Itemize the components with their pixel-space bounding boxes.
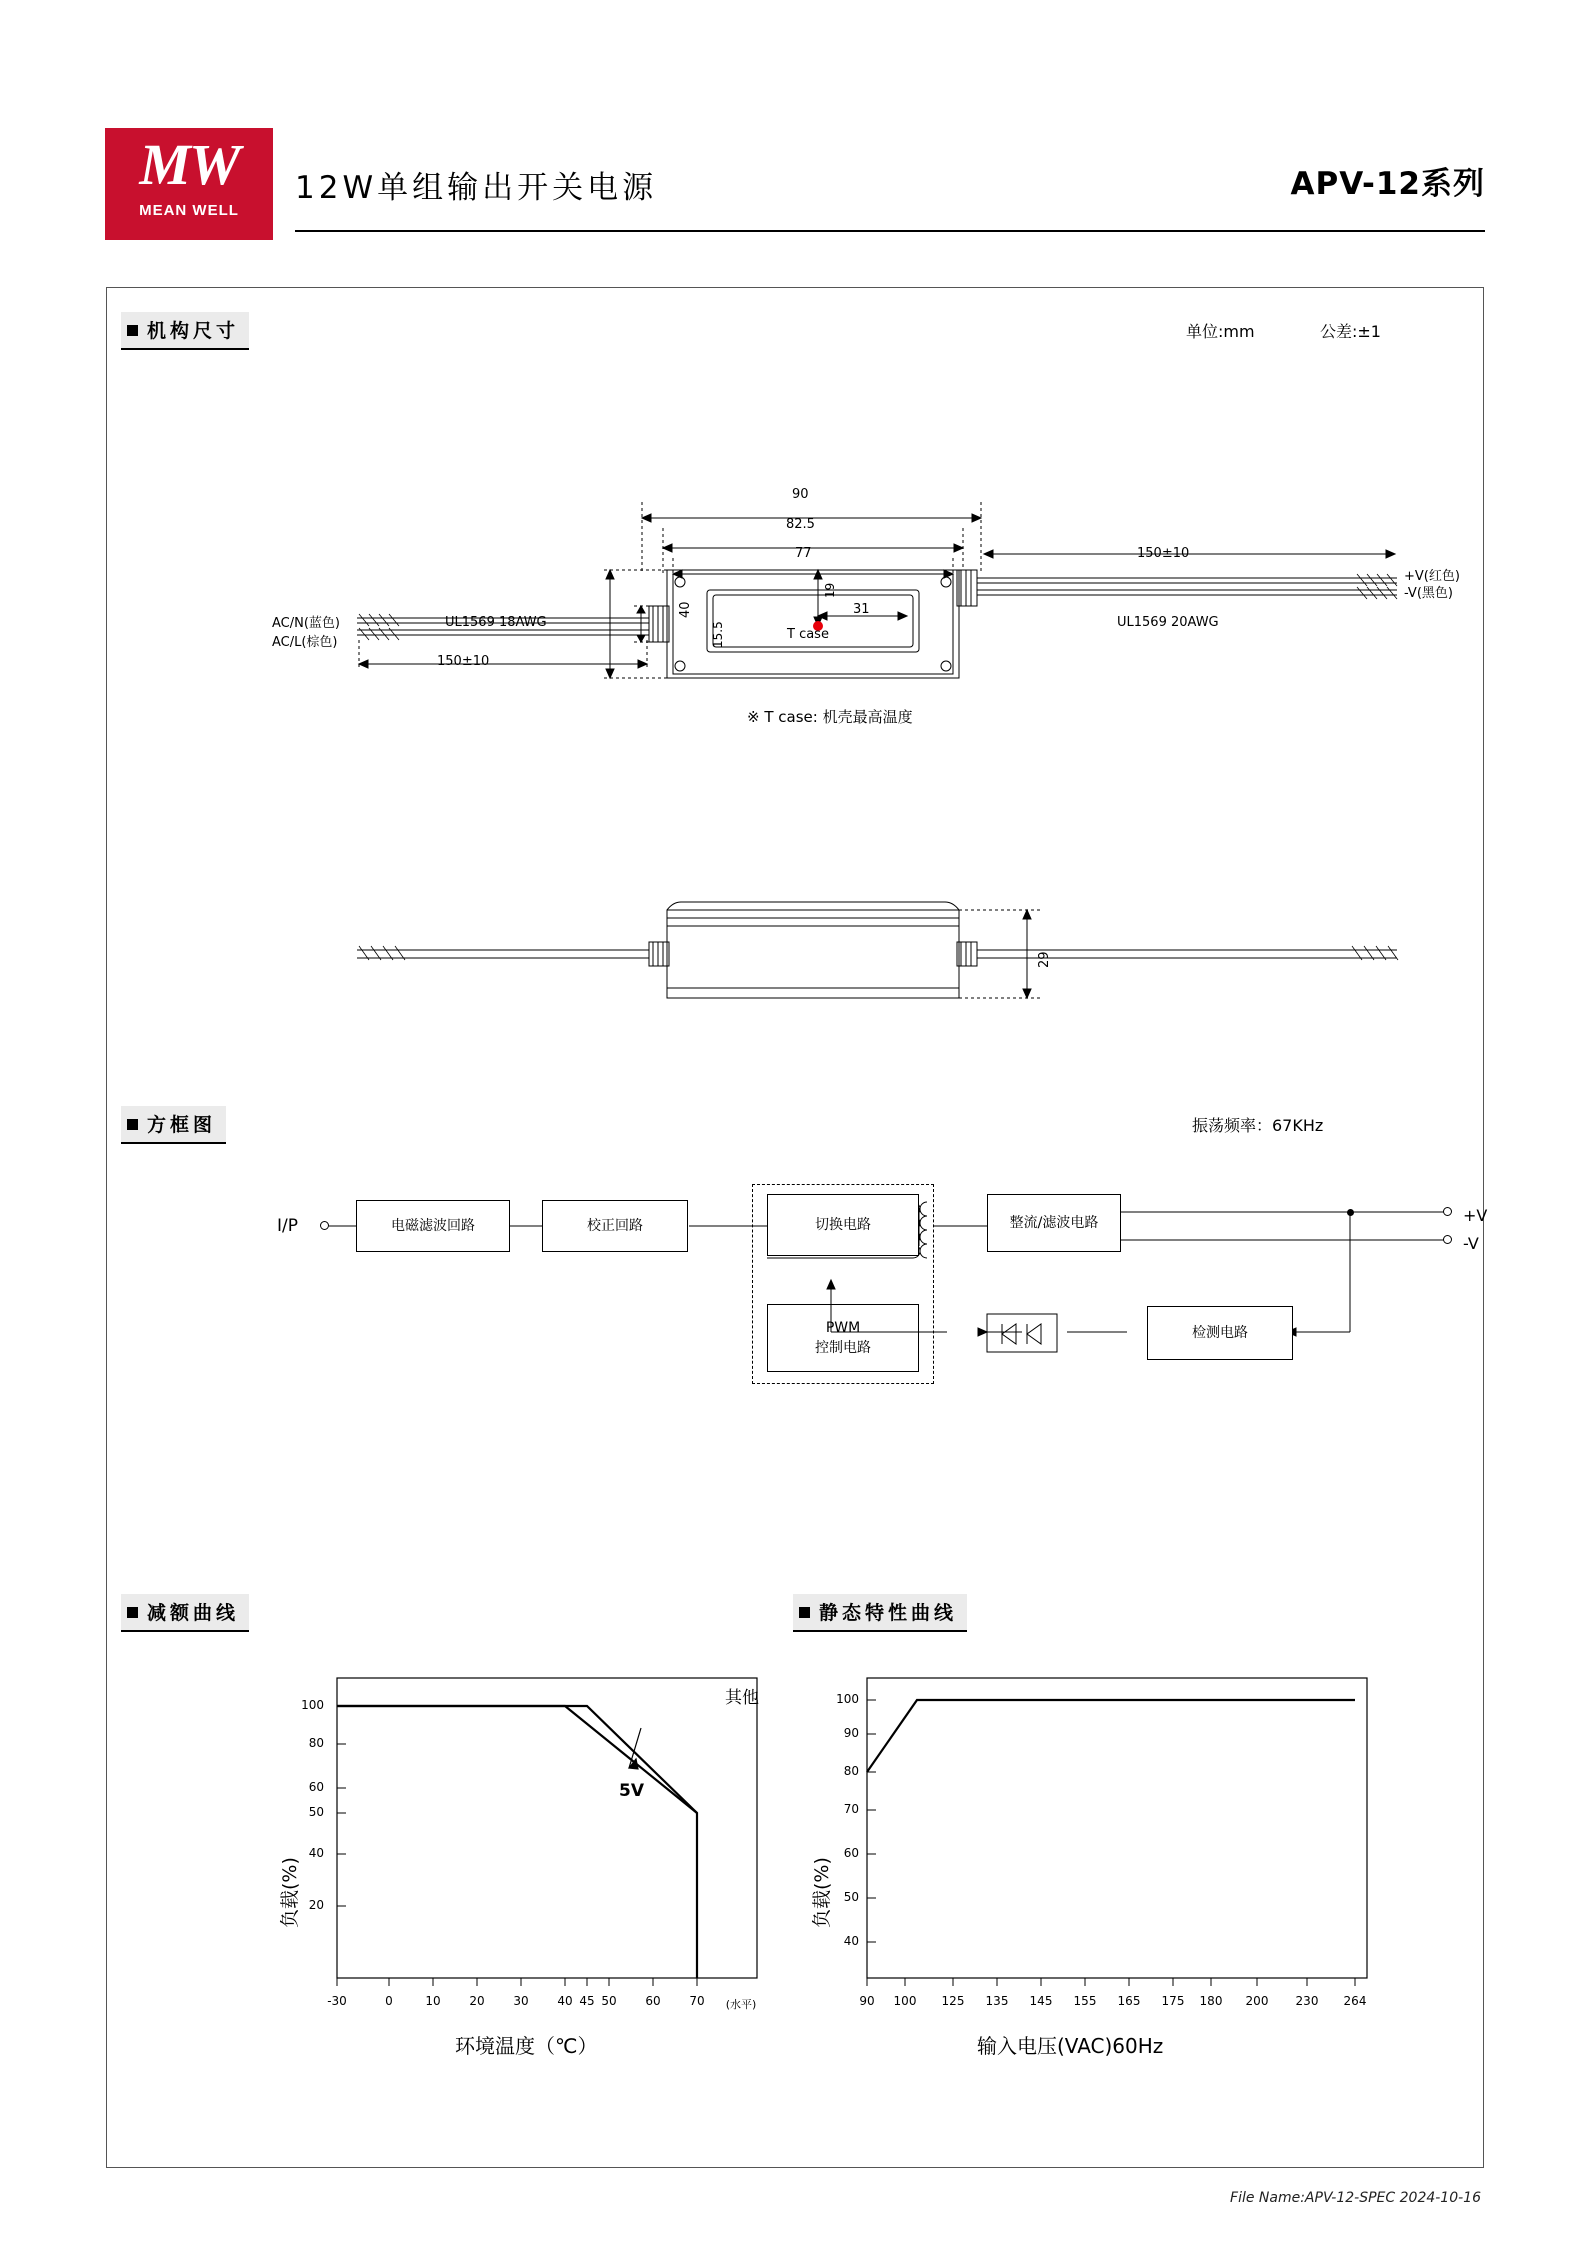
static-xtick-100: 100 <box>893 1994 917 2008</box>
derating-xtick-10: 10 <box>425 1994 441 2008</box>
lead-length-in-label: 150±10 <box>437 654 490 669</box>
dim-77-label: 77 <box>795 546 812 561</box>
v-positive-label: +V(红色) <box>1404 569 1460 584</box>
static-ytick-80: 80 <box>843 1764 859 1778</box>
derating-xtick-0: 0 <box>385 1994 393 2008</box>
section-derating-heading: 减额曲线 <box>121 1594 249 1632</box>
tcase-label: T case <box>787 627 829 642</box>
meanwell-logo <box>105 128 273 240</box>
static-ytick-100: 100 <box>836 1692 859 1706</box>
dim-15_5-label: 15.5 <box>711 621 725 648</box>
ac-n-label: AC/N(蓝色) <box>272 616 340 631</box>
block-rectifier-filter: 整流/滤波电路 <box>987 1194 1121 1252</box>
block-pfc: 校正回路 <box>542 1200 688 1252</box>
derating-annotation-5v: 5V <box>619 1781 644 1801</box>
static-xtick-200: 200 <box>1245 1994 1269 2008</box>
logo-name: MEAN WELL <box>139 202 239 219</box>
output-positive-label: +V <box>1463 1206 1488 1225</box>
derating-xtick--30: -30 <box>327 1994 347 2008</box>
wire-in-spec-label: UL1569 18AWG <box>445 615 547 630</box>
dim-31-label: 31 <box>853 602 870 617</box>
bullet-square-icon <box>127 325 138 336</box>
content-frame <box>106 287 1488 2168</box>
dim-40-label: 40 <box>678 601 693 618</box>
static-xtick-125: 125 <box>941 1994 965 2008</box>
tolerance-note: 公差:±1 <box>1320 322 1381 341</box>
section-static-heading: 静态特性曲线 <box>793 1594 967 1632</box>
bullet-square-icon <box>127 1607 138 1618</box>
page-header <box>105 128 1485 238</box>
ac-l-label: AC/L(棕色) <box>272 635 338 650</box>
v-negative-label: -V(黑色) <box>1404 586 1453 601</box>
logo-mark: MW <box>139 132 239 197</box>
page-title: 12W单组输出开关电源 <box>295 170 658 206</box>
static-x-axis-title: 输入电压(VAC)60Hz <box>977 2034 1164 2058</box>
dim-19-label: 19 <box>823 582 837 598</box>
pwm-label-line2: 控制电路 <box>815 1340 871 1356</box>
input-port-label: I/P <box>277 1216 298 1236</box>
block-switching: 切换电路 <box>767 1194 919 1256</box>
static-chart-plot <box>807 1668 1487 2028</box>
dim-29-label: 29 <box>1037 951 1052 968</box>
lead-length-out-label: 150±10 <box>1137 546 1190 561</box>
block-detection: 检测电路 <box>1147 1306 1293 1360</box>
static-y-axis-title: 负载(%) <box>811 1857 833 1928</box>
derating-xtick-50: 50 <box>601 1994 617 2008</box>
derating-xtick-20: 20 <box>469 1994 485 2008</box>
derating-xtick-70: 70 <box>689 1994 705 2008</box>
static-xtick-175: 175 <box>1161 1994 1185 2008</box>
bullet-square-icon <box>799 1607 810 1618</box>
static-ytick-90: 90 <box>843 1726 859 1740</box>
derating-ytick-50: 50 <box>308 1805 324 1819</box>
unit-note: 单位:mm <box>1186 322 1255 341</box>
derating-ytick-100: 100 <box>301 1698 324 1712</box>
static-xtick-135: 135 <box>985 1994 1009 2008</box>
series-name: APV-12系列 <box>1290 166 1485 202</box>
derating-ytick-60: 60 <box>308 1780 324 1794</box>
static-ytick-40: 40 <box>843 1934 859 1948</box>
derating-xtick-45: 45 <box>579 1994 595 2008</box>
derating-xtick-40: 40 <box>557 1994 573 2008</box>
static-xtick-180: 180 <box>1199 1994 1223 2008</box>
derating-ytick-80: 80 <box>308 1736 324 1750</box>
section-mechanical-heading: 机构尺寸 <box>121 312 249 350</box>
output-positive-terminal-icon <box>1443 1207 1452 1216</box>
section-block-diagram-heading: 方框图 <box>121 1106 226 1144</box>
static-ytick-50: 50 <box>843 1890 859 1904</box>
mechanical-side-view-drawing <box>107 888 1485 1048</box>
static-ytick-70: 70 <box>843 1802 859 1816</box>
static-xtick-230: 230 <box>1295 1994 1319 2008</box>
wire-out-spec-label: UL1569 20AWG <box>1117 615 1219 630</box>
pwm-label-line1: PWM <box>825 1319 861 1336</box>
derating-annotation-other: 其他 <box>725 1688 759 1708</box>
input-terminal-icon <box>320 1221 329 1230</box>
derating-y-axis-title: 负载(%) <box>279 1857 301 1928</box>
derating-xtick-60: 60 <box>645 1994 661 2008</box>
block-pwm-control <box>767 1304 919 1372</box>
header-divider <box>295 230 1485 232</box>
static-xtick-145: 145 <box>1029 1994 1053 2008</box>
tcase-note: ※ T case: 机壳最高温度 <box>747 708 913 726</box>
dim-90-label: 90 <box>792 487 809 502</box>
bullet-square-icon <box>127 1119 138 1130</box>
derating-x-axis-title: 环境温度（℃） <box>455 2034 598 2058</box>
footer-filename: File Name:APV-12-SPEC 2024-10-16 <box>1230 2190 1481 2206</box>
derating-xtick-30: 30 <box>513 1994 529 2008</box>
static-xtick-165: 165 <box>1117 1994 1141 2008</box>
oscillation-frequency-note: 振荡频率：67KHz <box>1192 1116 1324 1135</box>
derating-ytick-20: 20 <box>308 1898 324 1912</box>
feedback-junction-dot <box>1347 1209 1354 1216</box>
static-xtick-90: 90 <box>859 1994 875 2008</box>
dim-82_5-label: 82.5 <box>786 517 815 532</box>
derating-x-axis-note: (水平) <box>725 1998 757 2011</box>
block-emi-filter: 电磁滤波回路 <box>356 1200 510 1252</box>
derating-ytick-40: 40 <box>308 1846 324 1860</box>
static-xtick-264: 264 <box>1343 1994 1367 2008</box>
static-xtick-155: 155 <box>1073 1994 1097 2008</box>
output-negative-terminal-icon <box>1443 1235 1452 1244</box>
static-ytick-60: 60 <box>843 1846 859 1860</box>
output-negative-label: -V <box>1463 1234 1479 1253</box>
